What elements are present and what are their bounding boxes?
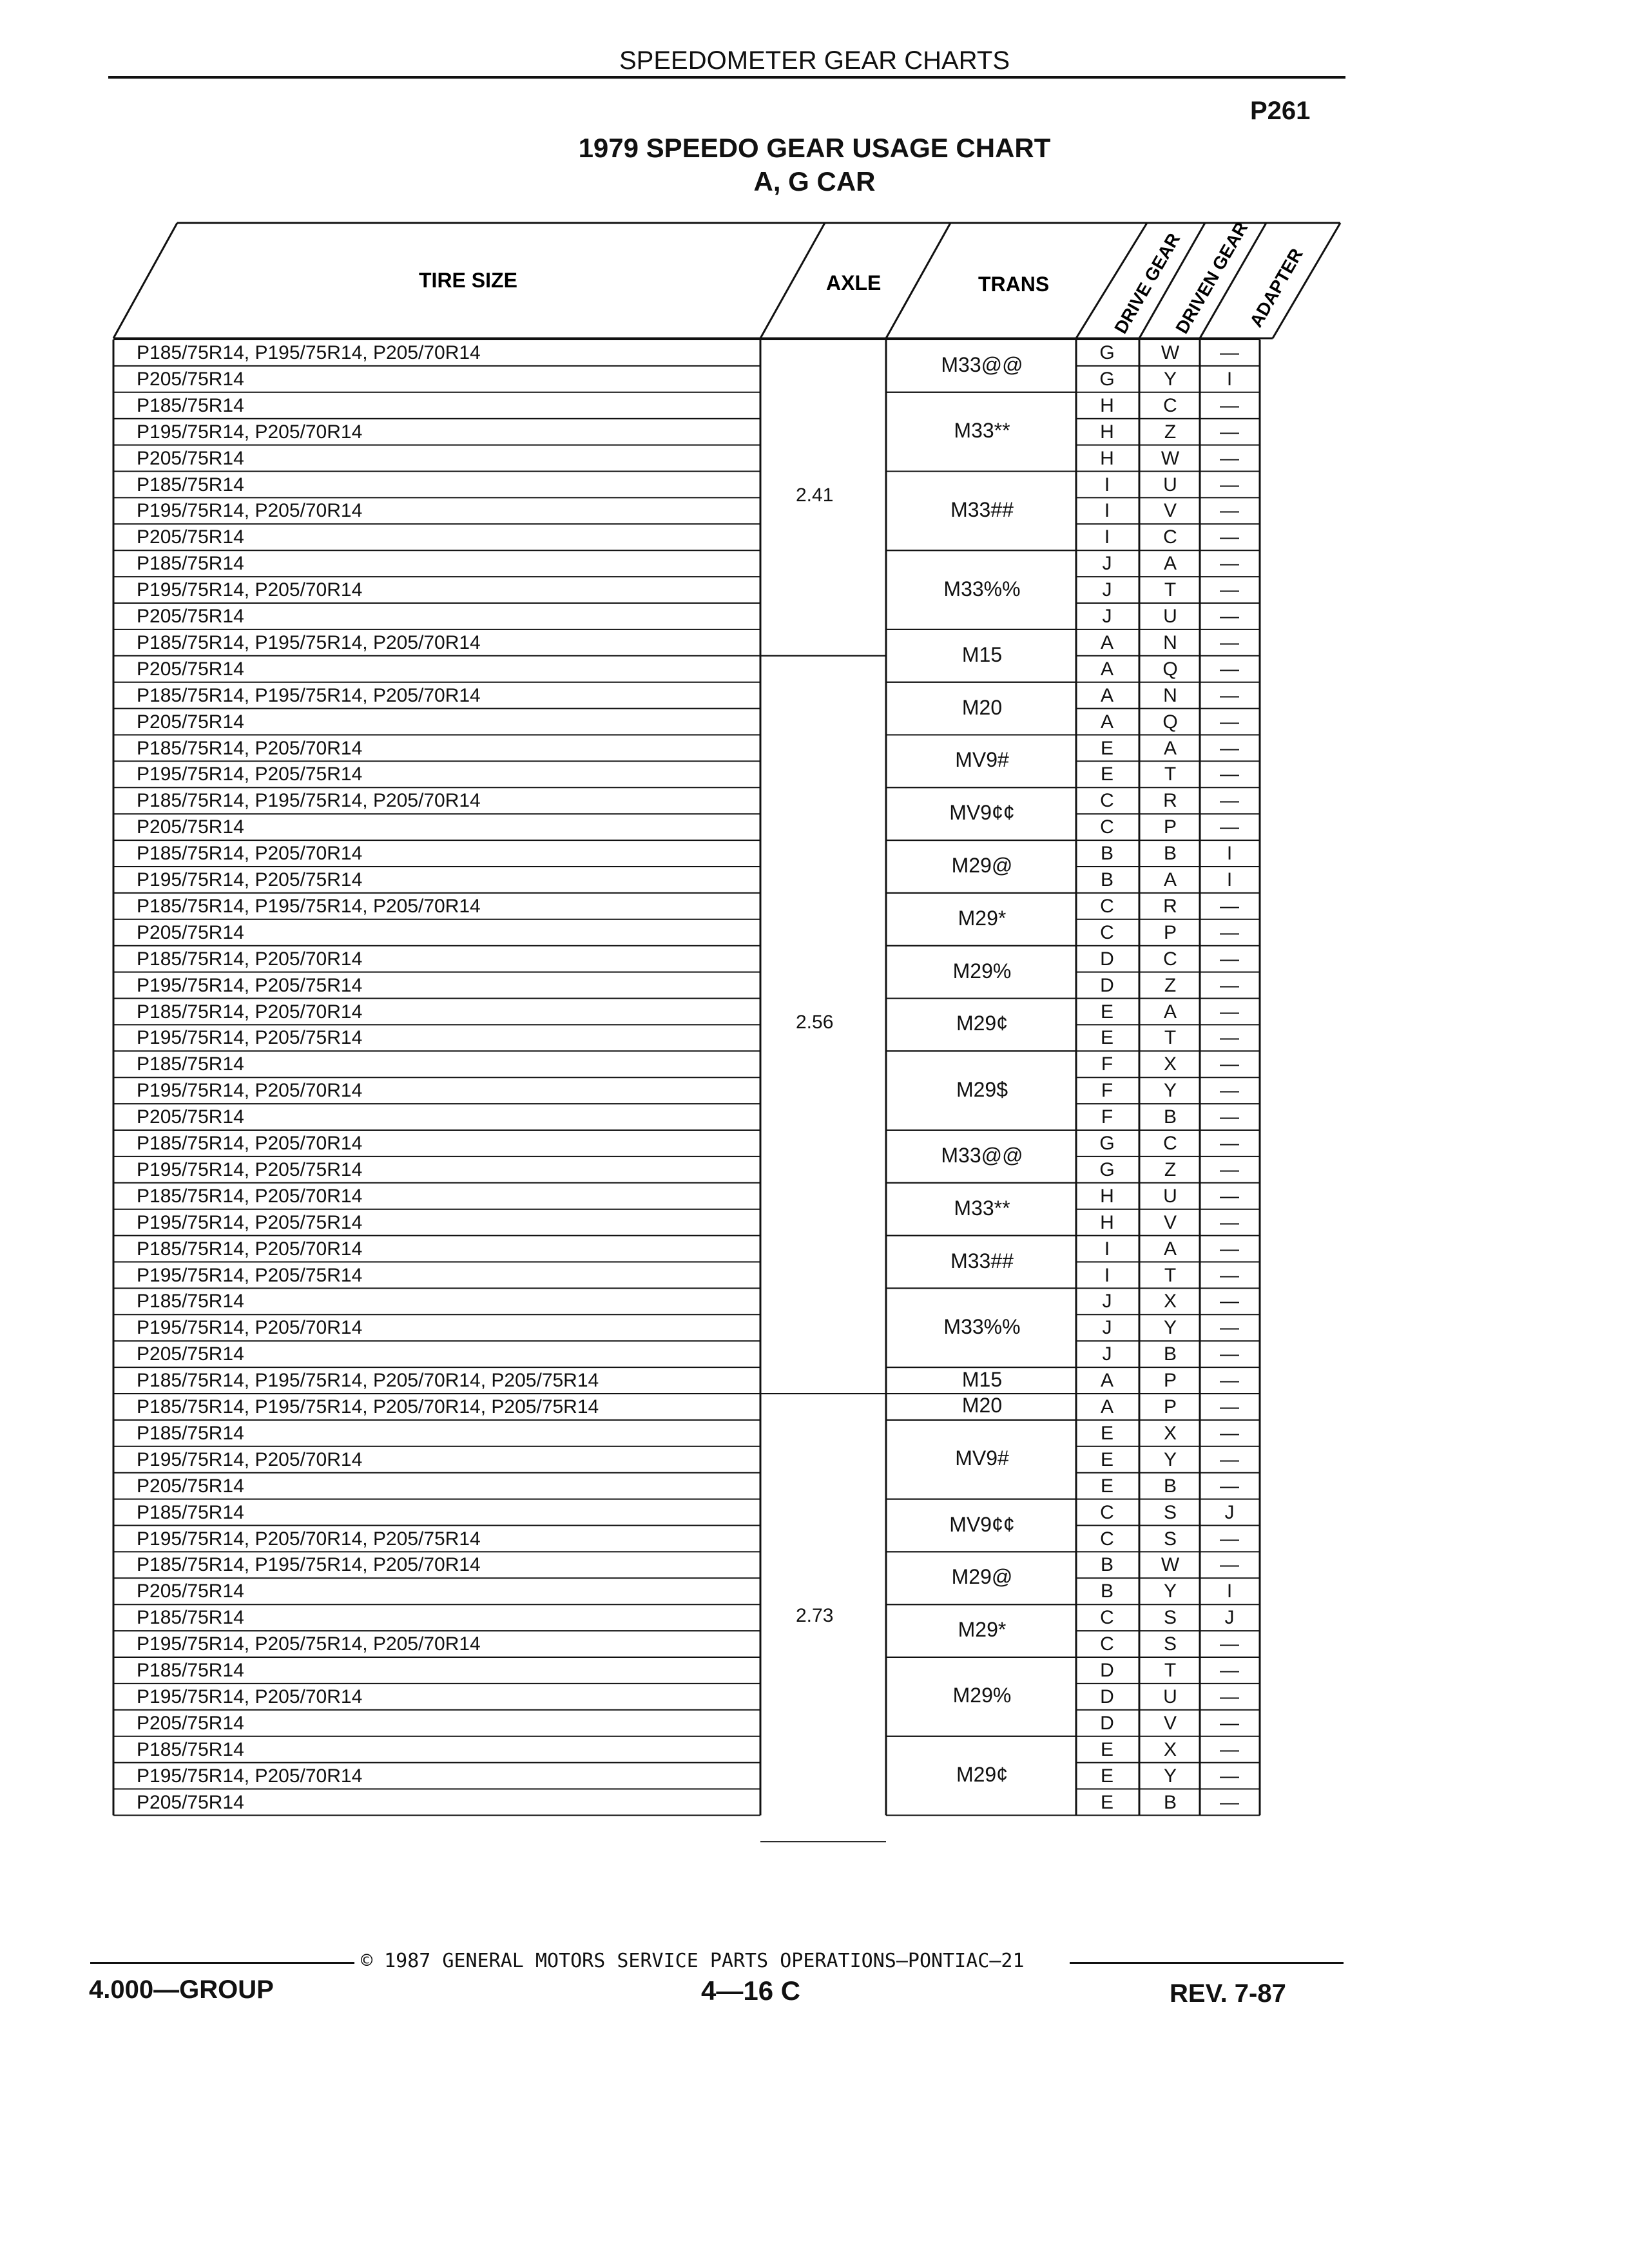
- group-number: 4.000—GROUP: [89, 1975, 274, 2004]
- adapter-cell: —: [1220, 658, 1239, 680]
- chart-subtitle: A, G CAR: [753, 166, 876, 197]
- header-tire-size: TIRE SIZE: [419, 269, 517, 292]
- adapter-cell: —: [1220, 1053, 1239, 1075]
- adapter-cell: —: [1220, 1291, 1239, 1312]
- trans-cell: M20: [961, 695, 1003, 719]
- driven-gear-cell: T: [1164, 1660, 1177, 1681]
- driven-gear-cell: Z: [1164, 421, 1177, 443]
- drive-gear-cell: D: [1100, 948, 1114, 970]
- drive-gear-cell: E: [1100, 737, 1113, 759]
- adapter-cell: —: [1220, 447, 1239, 469]
- driven-gear-cell: N: [1163, 631, 1177, 653]
- adapter-cell: —: [1220, 1765, 1239, 1787]
- drive-gear-cell: J: [1102, 1291, 1112, 1312]
- adapter-cell: —: [1220, 553, 1239, 575]
- adapter-cell: —: [1220, 790, 1239, 812]
- driven-gear-cell: Y: [1163, 1581, 1177, 1602]
- header-drive-gear: DRIVE GEAR: [1110, 229, 1184, 337]
- adapter-cell: —: [1220, 421, 1239, 443]
- adapter-cell: —: [1220, 1448, 1239, 1470]
- trans-cell: MV9#: [955, 1446, 1009, 1470]
- drive-gear-cell: C: [1100, 790, 1114, 812]
- adapter-cell: —: [1220, 1158, 1239, 1180]
- trans-cell: M15: [961, 1367, 1003, 1391]
- driven-gear-cell: B: [1163, 1475, 1177, 1497]
- tire-size-cell: P195/75R14, P205/70R14: [137, 500, 363, 522]
- section-title: SPEEDOMETER GEAR CHARTS: [619, 46, 1010, 75]
- driven-gear-cell: B: [1163, 843, 1177, 865]
- tire-size-cell: P195/75R14, P205/75R14: [137, 974, 363, 996]
- driven-gear-cell: A: [1163, 1238, 1177, 1260]
- adapter-cell: —: [1220, 474, 1239, 495]
- tire-size-cell: P185/75R14, P195/75R14, P205/70R14: [137, 342, 481, 363]
- driven-gear-cell: P: [1163, 921, 1177, 943]
- tire-size-cell: P195/75R14, P205/70R14: [137, 1448, 363, 1470]
- drive-gear-cell: G: [1099, 368, 1115, 390]
- header-adapter: ADAPTER: [1246, 245, 1307, 331]
- tire-size-cell: P185/75R14: [137, 1660, 244, 1681]
- trans-cell: M29%: [952, 1684, 1012, 1707]
- trans-cell: M33##: [950, 1249, 1014, 1273]
- driven-gear-cell: X: [1163, 1291, 1177, 1312]
- tire-size-cell: P195/75R14, P205/75R14, P205/70R14: [137, 1633, 481, 1655]
- adapter-cell: —: [1220, 764, 1239, 785]
- driven-gear-cell: Y: [1163, 368, 1177, 390]
- drive-gear-cell: H: [1100, 1185, 1114, 1207]
- axle-ratio-cell: 2.56: [796, 1012, 834, 1033]
- adapter-cell: —: [1220, 579, 1239, 601]
- drive-gear-cell: E: [1100, 1791, 1113, 1813]
- driven-gear-cell: B: [1163, 1343, 1177, 1365]
- adapter-cell: —: [1220, 1133, 1239, 1154]
- driven-gear-cell: N: [1163, 684, 1177, 706]
- drive-gear-cell: A: [1100, 711, 1113, 733]
- tire-size-cell: P195/75R14, P205/70R14: [137, 421, 363, 443]
- driven-gear-cell: Z: [1164, 1158, 1177, 1180]
- adapter-cell: —: [1220, 1185, 1239, 1207]
- tire-size-cell: P195/75R14, P205/75R14: [137, 1158, 363, 1180]
- chart-title: 1979 SPEEDO GEAR USAGE CHART: [578, 133, 1051, 163]
- driven-gear-cell: C: [1163, 1133, 1177, 1154]
- drive-gear-cell: C: [1100, 921, 1114, 943]
- drive-gear-cell: B: [1100, 1554, 1113, 1576]
- driven-gear-cell: U: [1163, 1686, 1177, 1707]
- driven-gear-cell: Y: [1163, 1317, 1177, 1339]
- tire-size-cell: P195/75R14, P205/70R14: [137, 1765, 363, 1787]
- adapter-cell: —: [1220, 526, 1239, 548]
- trans-cell: M33**: [954, 419, 1010, 443]
- driven-gear-cell: T: [1164, 1264, 1177, 1286]
- tire-size-cell: P185/75R14, P205/70R14: [137, 1133, 363, 1154]
- tire-size-cell: P185/75R14, P205/70R14: [137, 948, 363, 970]
- drive-gear-cell: I: [1104, 1238, 1110, 1260]
- driven-gear-cell: C: [1163, 948, 1177, 970]
- axle-ratio-cell: 2.41: [796, 485, 834, 506]
- tire-size-cell: P195/75R14, P205/70R14: [137, 1317, 363, 1339]
- driven-gear-cell: Y: [1163, 1448, 1177, 1470]
- drive-gear-cell: C: [1100, 1633, 1114, 1655]
- driven-gear-cell: P: [1163, 1396, 1177, 1418]
- drive-gear-cell: A: [1100, 1396, 1113, 1418]
- tire-size-cell: P205/75R14: [137, 1343, 244, 1365]
- trans-cell: M29¢: [956, 1763, 1008, 1787]
- drive-gear-cell: C: [1100, 895, 1114, 917]
- drive-gear-cell: D: [1100, 974, 1114, 996]
- drive-gear-cell: A: [1100, 684, 1113, 706]
- header-driven-gear: DRIVEN GEAR: [1171, 218, 1252, 337]
- drive-gear-cell: D: [1100, 1686, 1114, 1707]
- trans-cell: M20: [961, 1394, 1003, 1418]
- tire-size-cell: P195/75R14, P205/75R14: [137, 1264, 363, 1286]
- drive-gear-cell: F: [1101, 1053, 1113, 1075]
- footer-rule-left: [90, 1962, 354, 1964]
- adapter-cell: —: [1220, 1264, 1239, 1286]
- drive-gear-cell: D: [1100, 1660, 1114, 1681]
- trans-cell: M29*: [958, 906, 1007, 930]
- driven-gear-cell: V: [1163, 500, 1177, 522]
- driven-gear-cell: W: [1161, 1554, 1180, 1576]
- trans-cell: M29*: [958, 1618, 1007, 1642]
- adapter-cell: —: [1220, 1791, 1239, 1813]
- trans-cell: M29$: [956, 1077, 1008, 1101]
- tire-size-cell: P185/75R14, P205/70R14: [137, 1238, 363, 1260]
- driven-gear-cell: W: [1161, 447, 1180, 469]
- drive-gear-cell: E: [1100, 1027, 1113, 1049]
- trans-cell: M33@@: [941, 1143, 1023, 1167]
- tire-size-cell: P185/75R14, P195/75R14, P205/70R14: [137, 631, 481, 653]
- tire-size-cell: P205/75R14: [137, 1475, 244, 1497]
- trans-cell: M33@@: [941, 352, 1023, 376]
- drive-gear-cell: H: [1100, 1211, 1114, 1233]
- drive-gear-cell: A: [1100, 631, 1113, 653]
- drive-gear-cell: C: [1100, 816, 1114, 838]
- tire-size-cell: P205/75R14: [137, 921, 244, 943]
- driven-gear-cell: Y: [1163, 1765, 1177, 1787]
- drive-gear-cell: I: [1104, 526, 1110, 548]
- adapter-cell: —: [1220, 737, 1239, 759]
- adapter-cell: —: [1220, 1475, 1239, 1497]
- trans-cell: M15: [961, 642, 1003, 666]
- adapter-cell: —: [1220, 606, 1239, 627]
- tire-size-cell: P205/75R14: [137, 816, 244, 838]
- drive-gear-cell: E: [1100, 1422, 1113, 1444]
- tire-size-cell: P185/75R14, P195/75R14, P205/70R14, P205/75R14: [137, 1396, 599, 1418]
- tire-size-cell: P185/75R14: [137, 1738, 244, 1760]
- header-axle: AXLE: [826, 271, 882, 294]
- drive-gear-cell: J: [1102, 553, 1112, 575]
- tire-size-cell: P185/75R14: [137, 474, 244, 495]
- driven-gear-cell: C: [1163, 526, 1177, 548]
- trans-cell: M29@: [951, 1565, 1013, 1589]
- tire-size-cell: P185/75R14, P205/70R14: [137, 1001, 363, 1023]
- drive-gear-cell: H: [1100, 421, 1114, 443]
- drive-gear-cell: G: [1099, 1133, 1115, 1154]
- drive-gear-cell: E: [1100, 1738, 1113, 1760]
- footer-rule-right: [1070, 1962, 1344, 1964]
- tire-size-cell: P185/75R14, P195/75R14, P205/70R14: [137, 895, 481, 917]
- driven-gear-cell: T: [1164, 764, 1177, 785]
- drive-gear-cell: D: [1100, 1712, 1114, 1734]
- trans-cell: M33%%: [943, 1314, 1021, 1338]
- driven-gear-cell: R: [1163, 895, 1177, 917]
- adapter-cell: —: [1220, 1343, 1239, 1365]
- adapter-cell: —: [1220, 631, 1239, 653]
- tire-size-cell: P205/75R14: [137, 1581, 244, 1602]
- driven-gear-cell: Q: [1162, 711, 1178, 733]
- drive-gear-cell: H: [1100, 447, 1114, 469]
- trans-cell: MV9#: [955, 748, 1009, 772]
- adapter-cell: I: [1226, 368, 1233, 390]
- adapter-cell: —: [1220, 1660, 1239, 1681]
- adapter-cell: —: [1220, 921, 1239, 943]
- tire-size-cell: P195/75R14, P205/75R14: [137, 1027, 363, 1049]
- adapter-cell: —: [1220, 394, 1239, 416]
- tire-size-cell: P185/75R14, P205/70R14: [137, 1185, 363, 1207]
- tire-size-cell: P185/75R14, P195/75R14, P205/70R14, P205/75R14: [137, 1370, 599, 1392]
- driven-gear-cell: U: [1163, 606, 1177, 627]
- tire-size-cell: P195/75R14, P205/70R14: [137, 579, 363, 601]
- drive-gear-cell: C: [1100, 1607, 1114, 1629]
- driven-gear-cell: C: [1163, 394, 1177, 416]
- drive-gear-cell: H: [1100, 394, 1114, 416]
- driven-gear-cell: X: [1163, 1422, 1177, 1444]
- drive-gear-cell: B: [1100, 869, 1113, 890]
- header-trans: TRANS: [978, 273, 1050, 296]
- tire-size-cell: P195/75R14, P205/75R14: [137, 764, 363, 785]
- tire-size-cell: P185/75R14: [137, 1501, 244, 1523]
- driven-gear-cell: A: [1163, 737, 1177, 759]
- copyright-notice: © 1987 GENERAL MOTORS SERVICE PARTS OPERATIONS—PONTIAC—21: [361, 1950, 1025, 1972]
- axle-ratio-cell: 2.73: [796, 1604, 834, 1626]
- adapter-cell: —: [1220, 974, 1239, 996]
- tire-size-cell: P185/75R14, P195/75R14, P205/70R14: [137, 684, 481, 706]
- driven-gear-cell: A: [1163, 1001, 1177, 1023]
- adapter-cell: —: [1220, 500, 1239, 522]
- adapter-cell: I: [1226, 843, 1233, 865]
- trans-cell: M29@: [951, 854, 1013, 877]
- tire-size-cell: P205/75R14: [137, 1791, 244, 1813]
- driven-gear-cell: Y: [1163, 1080, 1177, 1102]
- drive-gear-cell: I: [1104, 500, 1110, 522]
- drive-gear-cell: F: [1101, 1106, 1113, 1128]
- tire-size-cell: P195/75R14, P205/70R14: [137, 1080, 363, 1102]
- tire-size-cell: P205/75R14: [137, 711, 244, 733]
- adapter-cell: —: [1220, 1238, 1239, 1260]
- tire-size-cell: P205/75R14: [137, 658, 244, 680]
- tire-size-cell: P195/75R14, P205/70R14, P205/75R14: [137, 1528, 481, 1550]
- adapter-cell: —: [1220, 711, 1239, 733]
- trans-cell: M33##: [950, 497, 1014, 521]
- tire-size-cell: P185/75R14, P195/75R14, P205/70R14: [137, 1554, 481, 1576]
- driven-gear-cell: V: [1163, 1712, 1177, 1734]
- adapter-cell: —: [1220, 1027, 1239, 1049]
- drive-gear-cell: E: [1100, 764, 1113, 785]
- driven-gear-cell: S: [1163, 1607, 1177, 1629]
- driven-gear-cell: P: [1163, 816, 1177, 838]
- tire-size-cell: P195/75R14, P205/75R14: [137, 869, 363, 890]
- driven-gear-cell: T: [1164, 579, 1177, 601]
- drive-gear-cell: C: [1100, 1501, 1114, 1523]
- tire-size-cell: P185/75R14: [137, 1053, 244, 1075]
- drive-gear-cell: C: [1100, 1528, 1114, 1550]
- trans-cell: M29%: [952, 959, 1012, 983]
- tire-size-cell: P205/75R14: [137, 606, 244, 627]
- adapter-cell: —: [1220, 1370, 1239, 1392]
- driven-gear-cell: B: [1163, 1791, 1177, 1813]
- adapter-cell: —: [1220, 1712, 1239, 1734]
- driven-gear-cell: A: [1163, 869, 1177, 890]
- drive-gear-cell: F: [1101, 1080, 1113, 1102]
- tire-size-cell: P185/75R14: [137, 394, 244, 416]
- drive-gear-cell: A: [1100, 658, 1113, 680]
- driven-gear-cell: Q: [1162, 658, 1178, 680]
- adapter-cell: —: [1220, 1422, 1239, 1444]
- tire-size-cell: P205/75R14: [137, 1712, 244, 1734]
- driven-gear-cell: W: [1161, 342, 1180, 363]
- adapter-cell: —: [1220, 1001, 1239, 1023]
- tire-size-cell: P205/75R14: [137, 1106, 244, 1128]
- page-code: P261: [1250, 97, 1311, 125]
- adapter-cell: —: [1220, 816, 1239, 838]
- driven-gear-cell: X: [1163, 1738, 1177, 1760]
- drive-gear-cell: A: [1100, 1370, 1113, 1392]
- driven-gear-cell: B: [1163, 1106, 1177, 1128]
- adapter-cell: J: [1224, 1501, 1235, 1523]
- adapter-cell: —: [1220, 1080, 1239, 1102]
- drive-gear-cell: B: [1100, 843, 1113, 865]
- tire-size-cell: P185/75R14: [137, 1422, 244, 1444]
- drive-gear-cell: I: [1104, 1264, 1110, 1286]
- tire-size-cell: P185/75R14: [137, 553, 244, 575]
- trans-cell: M33%%: [943, 577, 1021, 601]
- drive-gear-cell: J: [1102, 606, 1112, 627]
- trans-cell: MV9¢¢: [949, 1512, 1015, 1536]
- trans-cell: MV9¢¢: [949, 801, 1015, 825]
- tire-size-cell: P205/75R14: [137, 368, 244, 390]
- drive-gear-cell: E: [1100, 1475, 1113, 1497]
- driven-gear-cell: V: [1163, 1211, 1177, 1233]
- driven-gear-cell: T: [1164, 1027, 1177, 1049]
- driven-gear-cell: Z: [1164, 974, 1177, 996]
- adapter-cell: —: [1220, 684, 1239, 706]
- tire-size-cell: P185/75R14: [137, 1607, 244, 1629]
- tire-size-cell: P205/75R14: [137, 447, 244, 469]
- driven-gear-cell: S: [1163, 1528, 1177, 1550]
- driven-gear-cell: X: [1163, 1053, 1177, 1075]
- adapter-cell: —: [1220, 1686, 1239, 1707]
- drive-gear-cell: E: [1100, 1765, 1113, 1787]
- adapter-cell: I: [1226, 1581, 1233, 1602]
- trans-cell: M29¢: [956, 1012, 1008, 1035]
- drive-gear-cell: I: [1104, 474, 1110, 495]
- driven-gear-cell: U: [1163, 1185, 1177, 1207]
- drive-gear-cell: J: [1102, 579, 1112, 601]
- driven-gear-cell: S: [1163, 1633, 1177, 1655]
- driven-gear-cell: R: [1163, 790, 1177, 812]
- tire-size-cell: P185/75R14, P205/70R14: [137, 737, 363, 759]
- adapter-cell: —: [1220, 1317, 1239, 1339]
- tire-size-cell: P205/75R14: [137, 526, 244, 548]
- driven-gear-cell: U: [1163, 474, 1177, 495]
- trans-cell: M33**: [954, 1196, 1010, 1220]
- drive-gear-cell: G: [1099, 1158, 1115, 1180]
- adapter-cell: —: [1220, 1554, 1239, 1576]
- adapter-cell: —: [1220, 1396, 1239, 1418]
- adapter-cell: —: [1220, 1211, 1239, 1233]
- adapter-cell: —: [1220, 948, 1239, 970]
- tire-size-cell: P195/75R14, P205/70R14: [137, 1686, 363, 1707]
- adapter-cell: —: [1220, 895, 1239, 917]
- drive-gear-cell: G: [1099, 342, 1115, 363]
- adapter-cell: —: [1220, 342, 1239, 363]
- drive-gear-cell: J: [1102, 1343, 1112, 1365]
- tire-size-cell: P185/75R14, P205/70R14: [137, 843, 363, 865]
- adapter-cell: —: [1220, 1633, 1239, 1655]
- adapter-cell: J: [1224, 1607, 1235, 1629]
- tire-size-cell: P185/75R14: [137, 1291, 244, 1312]
- adapter-cell: I: [1226, 869, 1233, 890]
- tire-size-cell: P185/75R14, P195/75R14, P205/70R14: [137, 790, 481, 812]
- page-number: 4—16 C: [701, 1975, 801, 2006]
- drive-gear-cell: B: [1100, 1581, 1113, 1602]
- drive-gear-cell: E: [1100, 1001, 1113, 1023]
- driven-gear-cell: A: [1163, 553, 1177, 575]
- revision-date: REV. 7-87: [1170, 1979, 1286, 2008]
- adapter-cell: —: [1220, 1106, 1239, 1128]
- drive-gear-cell: J: [1102, 1317, 1112, 1339]
- tire-size-cell: P195/75R14, P205/75R14: [137, 1211, 363, 1233]
- driven-gear-cell: P: [1163, 1370, 1177, 1392]
- adapter-cell: —: [1220, 1528, 1239, 1550]
- drive-gear-cell: E: [1100, 1448, 1113, 1470]
- driven-gear-cell: S: [1163, 1501, 1177, 1523]
- adapter-cell: —: [1220, 1738, 1239, 1760]
